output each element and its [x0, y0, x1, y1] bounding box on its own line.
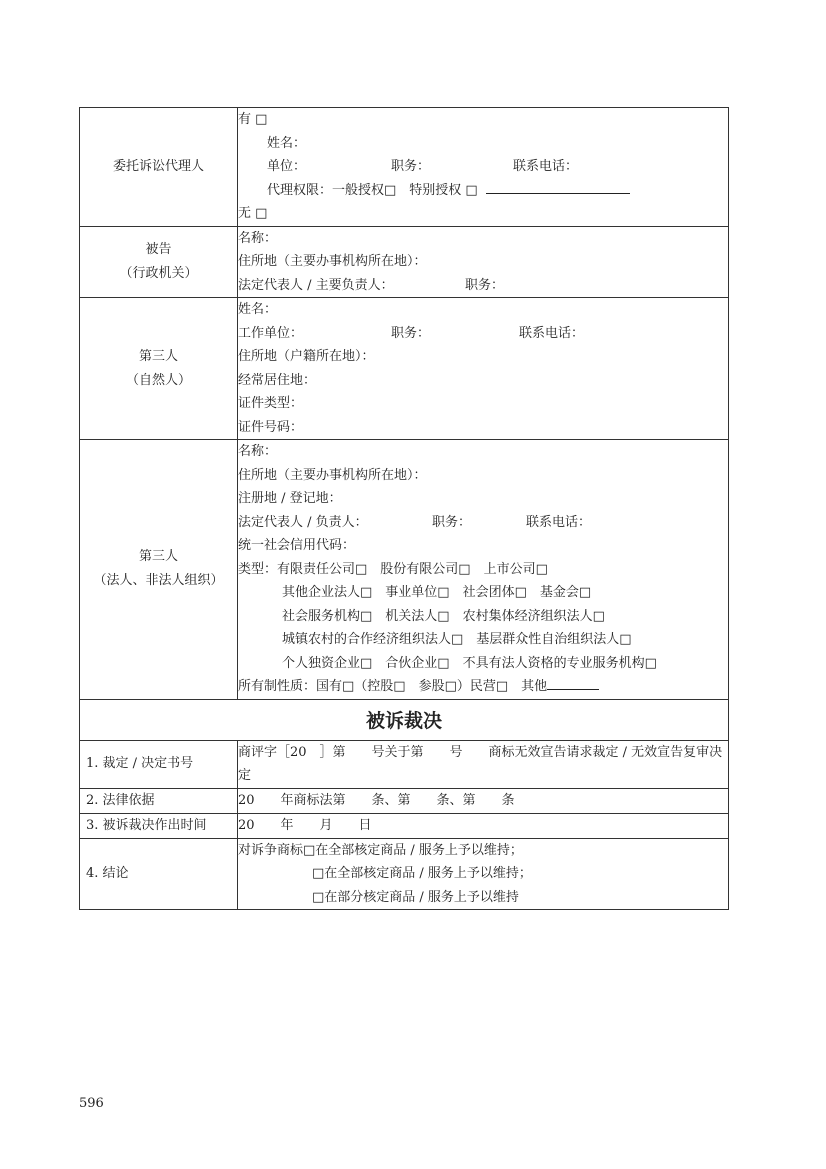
agent-label: 委托诉讼代理人	[80, 108, 238, 227]
third-legal-type-5: 个人独资企业□ 合伙企业□ 不具有法人资格的专业服务机构□	[282, 655, 657, 671]
third-natural-content	[238, 298, 729, 440]
third-legal-ownership-line	[238, 675, 728, 699]
third-natural-id-type: 证件类型：	[238, 396, 304, 411]
agent-authority: 代理权限：一般授权□ 特别授权 □	[267, 182, 478, 198]
third-natural-address: 住所地（户籍所在地）：	[238, 349, 375, 364]
defendant-row	[80, 226, 729, 298]
third-legal-rep-line	[238, 511, 728, 535]
defendant-position: 职务：	[465, 277, 505, 293]
legal-basis-content	[238, 788, 729, 813]
decision-no-label: 1. 裁定 / 决定书号	[80, 740, 238, 788]
page-number: 596	[79, 1096, 104, 1111]
third-natural-phone: 联系电话：	[519, 325, 585, 341]
agent-authority-blank	[486, 179, 630, 194]
third-natural-work-unit: 工作单位：	[238, 325, 304, 341]
third-natural-name: 姓名：	[238, 302, 278, 317]
conclusion-content	[238, 838, 729, 910]
defendant-label	[80, 226, 238, 298]
agent-content	[238, 108, 729, 227]
third-legal-type-4: 城镇农村的合作经济组织法人□ 基层群众性自治组织法人□	[282, 632, 632, 647]
third-natural-id-number: 证件号码：	[238, 419, 304, 435]
third-natural-label-main: 第三人	[138, 348, 178, 364]
agent-none: 无 □	[238, 206, 268, 221]
defendant-content	[238, 226, 729, 298]
decision-time-row	[80, 813, 729, 838]
third-legal-position: 职务：	[432, 514, 472, 530]
agent-name: 姓名：	[267, 135, 307, 151]
third-legal-phone: 联系电话：	[526, 514, 592, 530]
conclusion-line-3: □在部分核定商品 / 服务上予以维持	[312, 889, 519, 905]
section-title-row	[80, 699, 729, 740]
defendant-address: 住所地（主要办事机构所在地）：	[238, 254, 427, 269]
third-natural-label-sub: （自然人）	[125, 372, 191, 388]
third-natural-work-line	[238, 322, 728, 346]
third-legal-ownership-blank	[547, 675, 599, 690]
third-legal-credit-code: 统一社会信用代码：	[238, 538, 356, 553]
third-legal-address: 住所地（主要办事机构所在地）：	[238, 467, 427, 483]
defendant-rep-line	[238, 274, 728, 298]
decision-time-label: 3. 被诉裁决作出时间	[80, 813, 238, 838]
agent-row	[80, 108, 729, 227]
agent-unit: 单位：	[267, 159, 307, 174]
legal-basis-text: 20 年商标法第 条、第 条、第 条	[238, 792, 515, 808]
third-legal-name: 名称：	[238, 444, 278, 459]
third-legal-label-sub: （法人、非法人组织）	[93, 573, 224, 589]
defendant-rep: 法定代表人 / 主要负责人：	[238, 277, 394, 293]
agent-has: 有 □	[238, 112, 268, 127]
legal-basis-row	[80, 788, 729, 813]
decision-time-text: 20 年 月 日	[238, 817, 372, 833]
third-legal-registration: 注册地 / 登记地：	[238, 491, 342, 506]
third-legal-row	[80, 440, 729, 700]
third-legal-type-1: 类型：有限责任公司□ 股份有限公司□ 上市公司□	[238, 561, 548, 577]
third-legal-label-main: 第三人	[138, 549, 178, 565]
agent-position: 职务：	[391, 159, 431, 174]
third-natural-residence: 经常居住地：	[238, 372, 317, 388]
agent-unit-line	[238, 155, 728, 179]
third-legal-type-2: 其他企业法人□ 事业单位□ 社会团体□ 基金会□	[282, 585, 592, 600]
decision-no-row	[80, 740, 729, 788]
third-legal-rep: 法定代表人 / 负责人：	[238, 514, 368, 530]
legal-basis-label: 2. 法律依据	[80, 788, 238, 813]
agent-authority-line	[238, 179, 728, 203]
complaint-form-table	[79, 107, 729, 910]
defendant-label-main: 被告	[145, 241, 172, 257]
third-legal-label	[80, 440, 238, 700]
defendant-label-sub: （行政机关）	[119, 265, 198, 281]
conclusion-line-1: 对诉争商标□在全部核定商品 / 服务上予以维持；	[238, 842, 523, 858]
defendant-name: 名称：	[238, 230, 278, 246]
conclusion-label: 4. 结论	[80, 838, 238, 910]
third-natural-row	[80, 298, 729, 440]
section-title: 被诉裁决	[80, 699, 729, 740]
conclusion-row	[80, 838, 729, 910]
decision-time-content	[238, 813, 729, 838]
decision-no-text: 商评字［20 ］第 号关于第 号 商标无效宣告请求裁定 / 无效宣告复审决定	[238, 740, 729, 788]
third-natural-position: 职务：	[391, 325, 431, 341]
third-legal-ownership: 所有制性质：国有□（控股□ 参股□）民营□ 其他	[238, 679, 548, 694]
agent-phone: 联系电话：	[513, 159, 579, 174]
third-natural-label	[80, 298, 238, 440]
third-legal-content	[238, 440, 729, 700]
conclusion-line-2: □在全部核定商品 / 服务上予以维持；	[312, 866, 532, 881]
third-legal-type-3: 社会服务机构□ 机关法人□ 农村集体经济组织法人□	[282, 608, 605, 624]
